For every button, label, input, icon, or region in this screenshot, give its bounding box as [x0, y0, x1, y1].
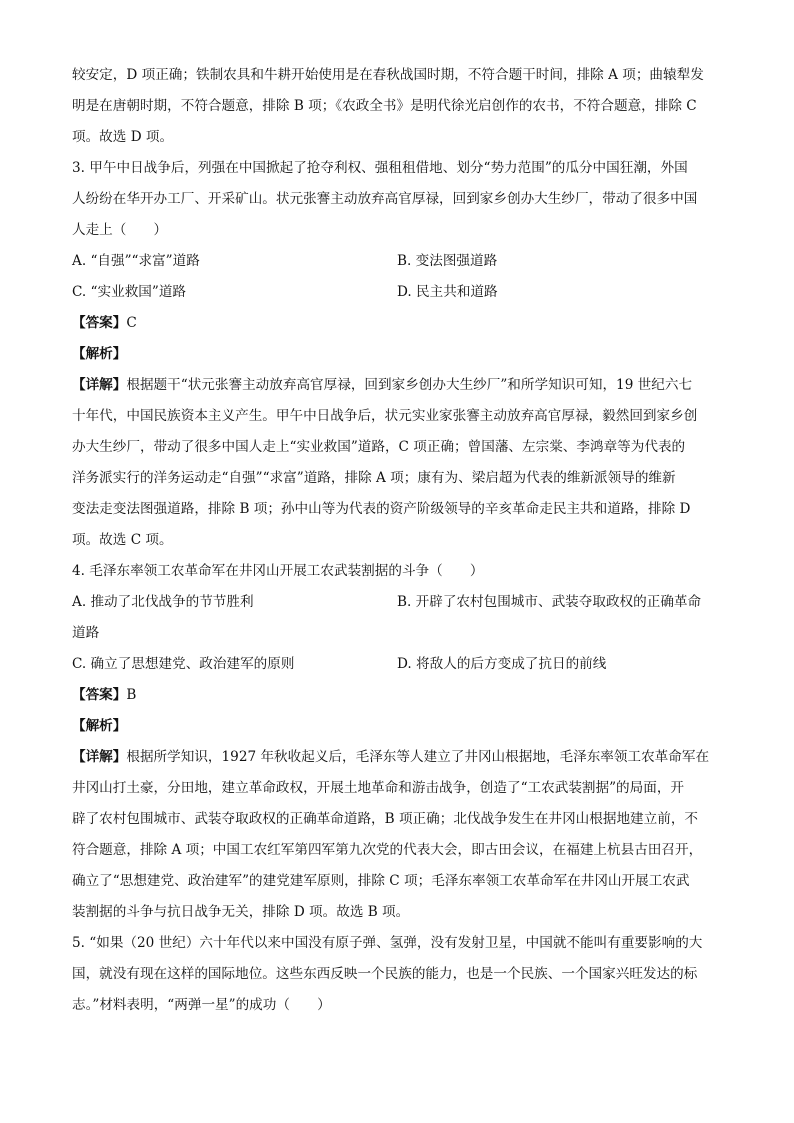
question-stem-line: 志。”材料表明，“两弹一星”的成功（ ）: [72, 997, 331, 1013]
option-c: C. 确立了思想建党、政治建军的原则: [72, 656, 295, 672]
question-5: [72, 928, 724, 1021]
text-line: 明是在唐朝时期，不符合题意，排除 B 项；《农政全书》是明代徐光启创作的农书，不符合题意，排除 C: [72, 98, 697, 114]
answer-value: B: [126, 687, 137, 703]
question-stem-line: 人走上（ ）: [72, 222, 168, 238]
detail-line: 井冈山打土豪，分田地，建立革命政权，开展土地革命和游击战争，创造了“工农武装割据”的局面，开: [72, 780, 685, 796]
option-b: B. 开辟了农村包围城市、武装夺取政权的正确革命: [397, 594, 702, 610]
question-3: [72, 153, 724, 556]
detail-text: 根据题干“状元张謇主动放弃高官厚禄，回到家乡创办大生纱厂”和所学知识可知，19 世纪六七: [126, 377, 693, 393]
text-line: 项。故选 D 项。: [72, 129, 174, 145]
answer-label: 【答案】: [72, 315, 127, 331]
document-page: [72, 60, 724, 1021]
question-4: [72, 556, 724, 928]
analysis-label: 【解析】: [72, 346, 127, 362]
question-stem-line: 人纷纷在华开办工厂、开采矿山。状元张謇主动放弃高官厚禄，回到家乡创办大生纱厂，带动了很多中国: [72, 191, 698, 207]
options-row: [72, 246, 724, 277]
text-line: 较安定，D 项正确；铁制农具和牛耕开始使用是在春秋战国时期，不符合题干时间，排除 A 项；曲辕犁发: [72, 67, 704, 83]
option-a: A. “自强”“求富”道路: [72, 253, 200, 269]
detail-line: 装割据的斗争与抗日战争无关，排除 D 项。故选 B 项。: [72, 904, 410, 920]
detail-line: 确立了“思想建党、政治建军”的建党建军原则，排除 C 项；毛泽东率领工农革命军在井冈山开展工农武: [72, 873, 690, 889]
answer-line: [72, 680, 724, 711]
options-row: [72, 649, 724, 680]
detail-line: 辟了农村包围城市、武装夺取政权的正确革命道路，B 项正确；北伐战争发生在井冈山根据地建立前，不: [72, 811, 699, 827]
options-row: [72, 277, 724, 308]
detail-label: 【详解】: [72, 749, 127, 765]
option-b: B. 变法图强道路: [397, 253, 498, 269]
options-row: [72, 587, 724, 618]
question-stem-line: 3. 甲午中日战争后，列强在中国掀起了抢夺利权、强租租借地、划分“势力范围”的瓜分中国狂潮，外国: [72, 160, 688, 176]
detail-text: 根据所学知识，1927 年秋收起义后，毛泽东等人建立了井冈山根据地，毛泽东率领工农革命军在: [126, 749, 710, 765]
detail-line: 变法走变法图强道路，排除 B 项；孙中山等为代表的资产阶级领导的辛亥革命走民主共和道路，排除 D: [72, 501, 691, 517]
q2-explanation-continuation: [72, 60, 724, 153]
question-stem-line: 5. “如果（20 世纪）六十年代以来中国没有原子弹、氢弹，没有发射卫星，中国就不能叫有重要影响的大: [72, 935, 703, 951]
option-d: D. 民主共和道路: [397, 284, 498, 300]
question-stem-line: 4. 毛泽东率领工农革命军在井冈山开展工农武装割据的斗争（ ）: [72, 563, 484, 579]
answer-label: 【答案】: [72, 687, 127, 703]
option-d: D. 将敌人的后方变成了抗日的前线: [397, 656, 607, 672]
detail-label: 【详解】: [72, 377, 127, 393]
detail-line: 符合题意，排除 A 项；中国工农红军第四军第九次党的代表大会，即古田会议，在福建上杭县古田召开，: [72, 842, 703, 858]
detail-line: [72, 742, 724, 773]
analysis-label: 【解析】: [72, 718, 127, 734]
option-b-continuation: 道路: [72, 625, 100, 641]
detail-line: 洋务派实行的洋务运动走“自强”“求富”道路，排除 A 项；康有为、梁启超为代表的维新派领导的维新: [72, 470, 676, 486]
detail-line: 十年代，中国民族资本主义产生。甲午中日战争后，状元实业家张謇主动放弃高官厚禄，毅然回到家乡创: [72, 408, 698, 424]
analysis-line: [72, 339, 724, 370]
analysis-line: [72, 711, 724, 742]
detail-line: 办大生纱厂，带动了很多中国人走上“实业救国”道路，C 项正确；曾国藩、左宗棠、李鸿章等为代表的: [72, 439, 686, 455]
answer-value: C: [126, 315, 137, 331]
question-stem-line: 国，就没有现在这样的国际地位。这些东西反映一个民族的能力，也是一个民族、一个国家兴旺发达的标: [72, 966, 698, 982]
detail-line: 项。故选 C 项。: [72, 532, 173, 548]
answer-line: [72, 308, 724, 339]
option-c: C. “实业救国”道路: [72, 284, 187, 300]
option-a: A. 推动了北伐战争的节节胜利: [72, 594, 254, 610]
detail-line: [72, 370, 724, 401]
